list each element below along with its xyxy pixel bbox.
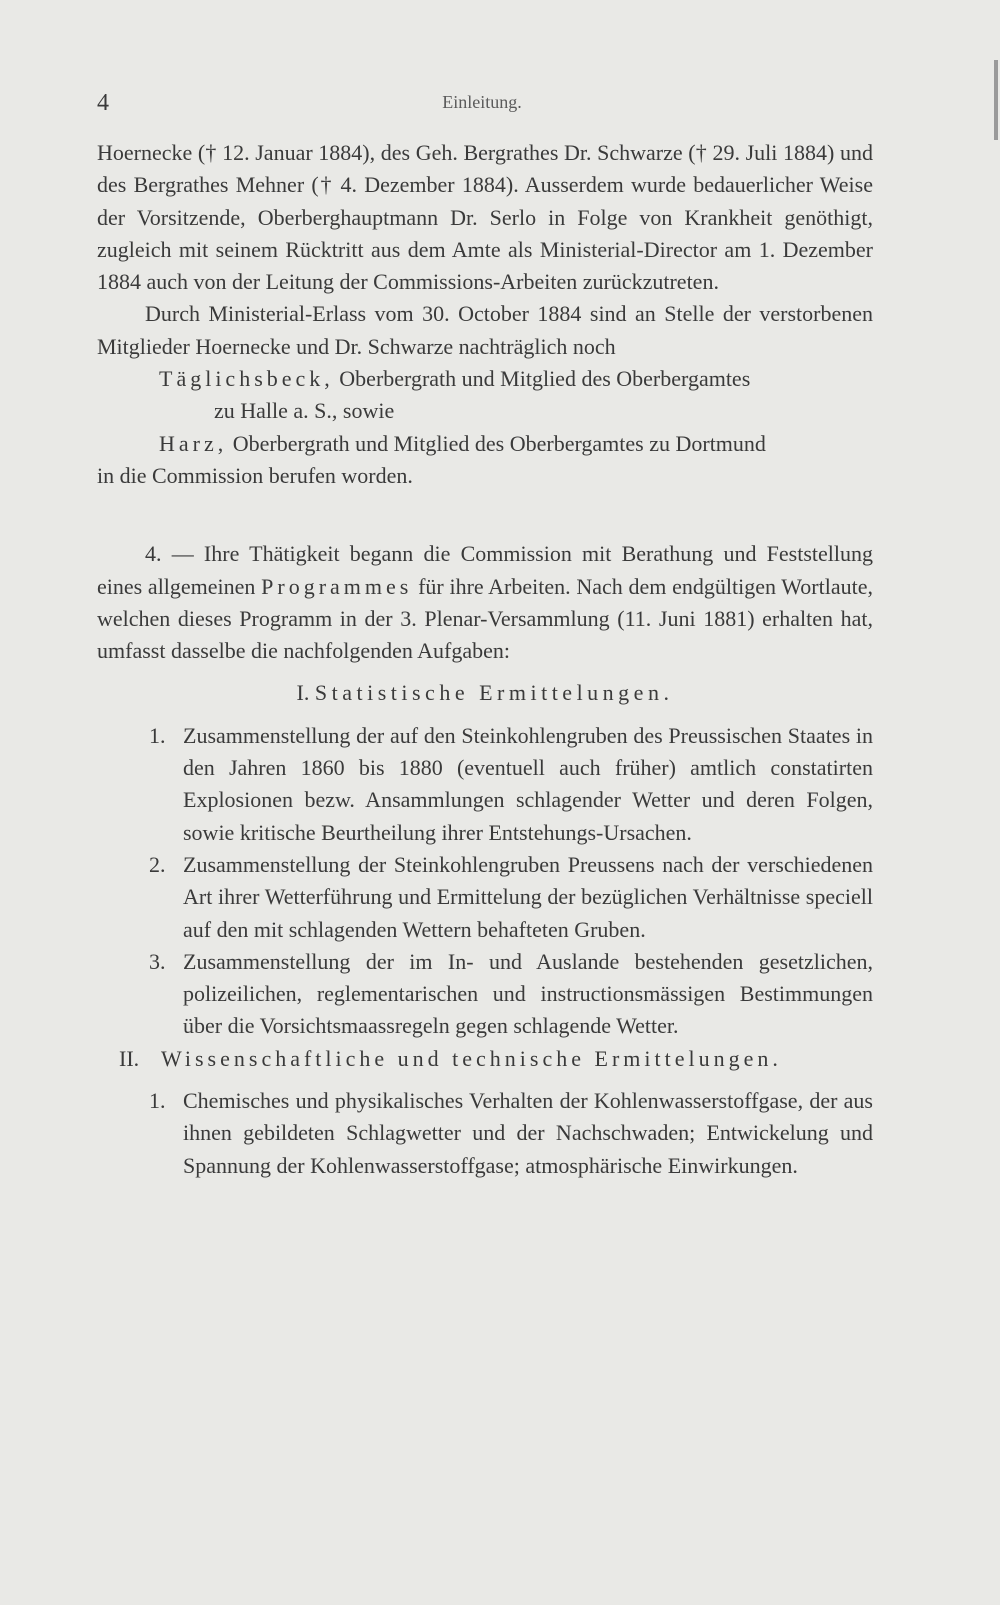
list-text: Chemisches und physikalisches Verhalten der Kohlenwasserstoffgase, der aus ihnen gebildeten Schlagwetter und der Nachschwaden; Entwickelung und Spannung der Kohlenwasserstoffgase; atmosphärische Einwirkungen. <box>183 1088 873 1178</box>
member-name: Harz, <box>159 430 228 456</box>
paragraph-programme <box>97 538 873 667</box>
programme-word: Programmes <box>261 573 413 599</box>
section-heading-1 <box>97 677 873 709</box>
spacer <box>97 1075 873 1085</box>
list-text: Zusammenstellung der Steinkohlengruben Preussens nach der verschiedenen Art ihrer Wetterführung und Ermittelung der bezüglichen Verhältnisse speciell auf den mit schlagenden Wettern behafteten Gruben. <box>183 851 873 942</box>
list-item <box>97 1085 873 1182</box>
running-title: Einleitung. <box>442 92 522 112</box>
member-title: Oberbergrath und Mitglied des Oberbergamtes zu Dortmund <box>227 430 766 456</box>
spacer <box>97 492 873 538</box>
page-body <box>97 137 873 1182</box>
paragraph-deaths: Hoernecke († 12. Januar 1884), des Geh. Bergrathes Dr. Schwarze († 29. Juli 1884) und des Bergrathes Mehner († 4. Dezember 1884). Ausserdem wurde bedauerlicher Weise der Vorsitzende, Oberberghauptmann Dr. Serlo in Folge von Krankheit genöthigt, zugleich mit seinem Rücktritt aus dem Amte als Ministerial-Director am 1. Dezember 1884 auch von der Leitung der Commissions-Arbeiten zurückzutreten. <box>97 140 873 295</box>
list-text: Zusammenstellung der auf den Steinkohlengruben des Preussischen Staates in den Jahren 1860 bis 1880 (eventuell auch früher) amtlich constatirten Explosionen bezw. Ansammlungen schlagender Wetter und deren Folgen, sowie kritische Beurtheilung ihrer Entstehungs-Ursachen. <box>183 722 873 845</box>
spacer <box>97 667 873 677</box>
list-number: 1. <box>149 1088 166 1114</box>
member-title: Oberbergrath und Mitglied des Oberbergamtes <box>333 366 751 392</box>
new-member-1 <box>159 363 873 395</box>
new-member-1-continuation: zu Halle a. S., sowie <box>214 398 395 424</box>
list-item <box>97 849 873 946</box>
page-number: 4 <box>97 90 109 116</box>
paragraph-appointment-end: in die Commission berufen worden. <box>97 462 413 488</box>
list-item <box>97 720 873 849</box>
programme-text-end: für ihre Arbeiten. Nach dem endgültigen Wortlaute, welchen dieses Programm in der 3. Plenar-Versammlung (11. Juni 1881) erhalten hat, umfasst dasselbe die nachfolgenden Aufgaben: <box>97 573 873 664</box>
section-numeral: I. <box>296 680 310 706</box>
section-numeral: II. <box>119 1045 140 1071</box>
page-header <box>97 90 867 120</box>
section-title: Wissenschaftliche und technische Ermittelungen. <box>161 1045 782 1071</box>
new-member-2 <box>159 428 873 460</box>
list-number: 2. <box>149 851 166 877</box>
list-number: 1. <box>149 722 166 748</box>
section-heading-2 <box>97 1043 873 1075</box>
page-edge-mark <box>994 60 998 140</box>
section-title: Statistische Ermittelungen. <box>314 680 674 706</box>
list-text: Zusammenstellung der im In- und Auslande bestehenden gesetzlichen, polizeilichen, reglementarischen und instructionsmässigen Bestimmungen über die Vorsichtsmaassregeln gegen schlagende Wetter. <box>183 948 873 1039</box>
list-item <box>97 946 873 1043</box>
spacer <box>97 710 873 720</box>
list-number: 3. <box>149 948 166 974</box>
member-name: Täglichsbeck, <box>159 366 334 392</box>
programme-text-start: 4. — Ihre Thätigkeit begann die Commission mit Berathung und Feststellung eines allgemeinen <box>97 541 873 599</box>
paragraph-appointment: Durch Ministerial-Erlass vom 30. October 1884 sind an Stelle der verstorbenen Mitglieder Hoernecke und Dr. Schwarze nachträglich noch <box>97 301 873 359</box>
